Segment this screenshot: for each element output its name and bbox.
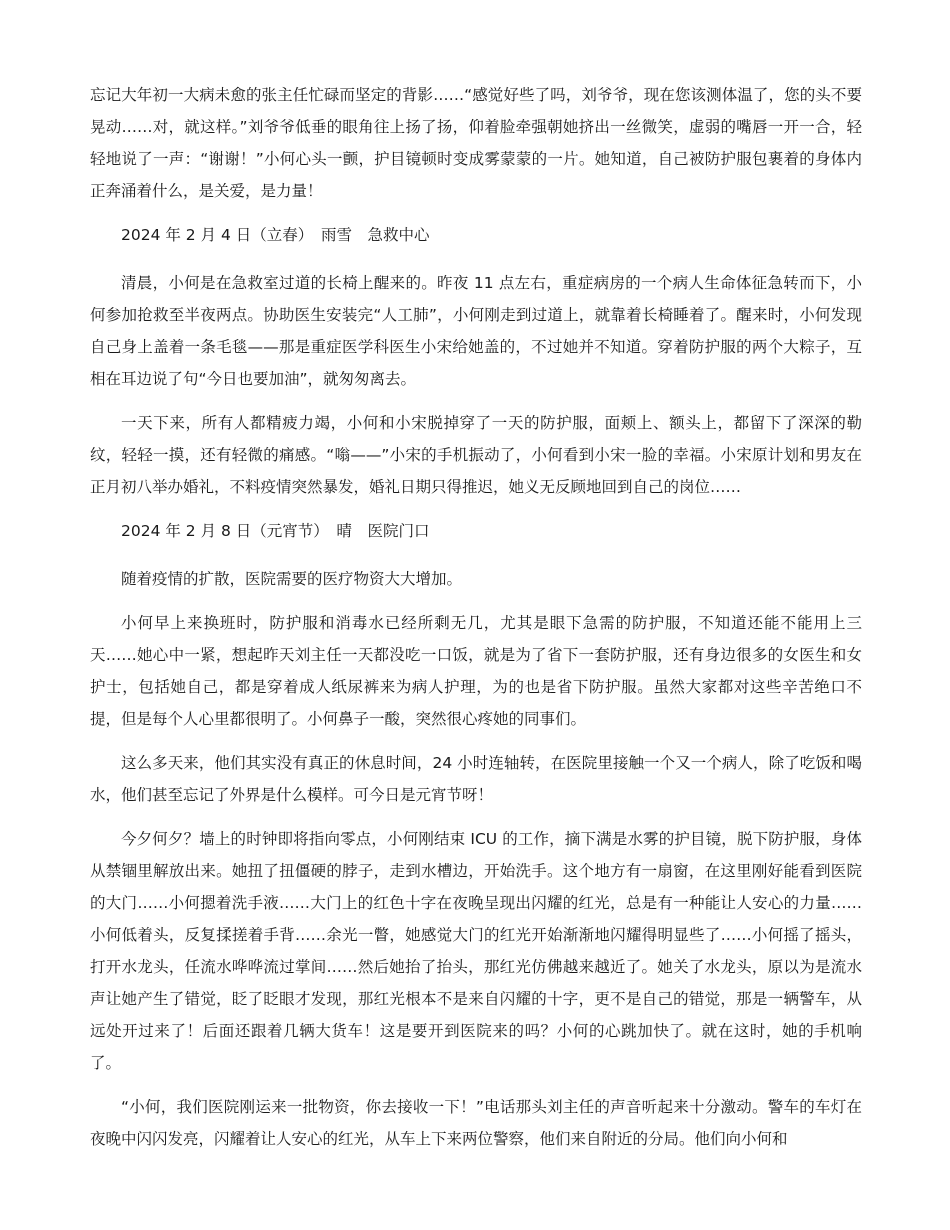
paragraph: 这么多天来，他们其实没有真正的休息时间，24 小时连轴转，在医院里接触一个又一个病人，除了吃饭和喝水，他们甚至忘记了外界是什么模样。可今日是元宵节呀！ (90, 754, 862, 804)
paragraph: 忘记大年初一大病未愈的张主任忙碌而坚定的背影……“感觉好些了吗，刘爷爷，现在您该测体温了，您的头不要晃动……对，就这样。”刘爷爷低垂的眼角往上扬了扬，仰着脸牵强朝她挤出一丝微笑，虚弱的嘴唇一开一合，轻轻地说了一声：“谢谢！”小何心头一颤，护目镜顿时变成雾蒙蒙的一片。她知道，自己被防护服包裹着的身体内正奔涌着什么，是关爱，是力量！ (90, 86, 862, 200)
paragraph: 今夕何夕？墙上的时钟即将指向零点，小何刚结束 ICU 的工作，摘下满是水雾的护目镜，脱下防护服，身体从禁锢里解放出来。她扭了扭僵硬的脖子，走到水槽边，开始洗手。这个地方有一扇窗，在这里刚好能看到医院的大门……小何摁着洗手液……大门上的红色十字在夜晚呈现出闪耀的红光，总是有一种能让人安心的力量……小何低着头，反复揉搓着手背……余光一瞥，她感觉大门的红光开始渐渐地闪耀得明显些了……小何摇了摇头，打开水龙头，任流水哗哗流过掌间……然后她抬了抬头，那红光仿佛越来越近了。她关了水龙头，原以为是流水声让她产生了错觉，眨了眨眼才发现，那红光根本不是来自闪耀的十字，更不是自己的错觉，那是一辆警车，从远处开过来了！后面还跟着几辆大货车！这是要开到医院来的吗？小何的心跳加快了。就在这时，她的手机响了。 (90, 830, 862, 1072)
document-body (90, 79, 862, 1167)
paragraph: 小何早上来换班时，防护服和消毒水已经所剩无几，尤其是眼下急需的防护服，不知道还能不能用上三天……她心中一紧，想起昨天刘主任一天都没吃一口饭，就是为了省下一套防护服，还有身边很多的女医生和女护士，包括她自己，都是穿着成人纸尿裤来为病人护理，为的也是省下防护服。虽然大家都对这些辛苦绝口不提，但是每个人心里都很明了。小何鼻子一酸，突然很心疼她的同事们。 (90, 614, 862, 728)
diary-date-heading: 2024 年 2 月 8 日（元宵节） 晴 医院门口 (121, 522, 430, 540)
paragraph: 随着疫情的扩散，医院需要的医疗物资大大增加。 (121, 570, 463, 588)
paragraph: 清晨，小何是在急救室过道的长椅上醒来的。昨夜 11 点左右，重症病房的一个病人生命体征急转而下，小何参加抢救至半夜两点。协助医生安装完“人工肺”，小何刚走到过道上，就靠着长椅睡着了。醒来时，小何发现自己身上盖着一条毛毯——那是重症医学科医生小宋给她盖的，不过她并不知道。穿着防护服的两个大粽子，互相在耳边说了句“今日也要加油”，就匆匆离去。 (90, 274, 862, 388)
diary-date-heading: 2024 年 2 月 4 日（立春） 雨雪 急救中心 (121, 226, 430, 244)
paragraph: 一天下来，所有人都精疲力竭，小何和小宋脱掉穿了一天的防护服，面颊上、额头上，都留下了深深的勒纹，轻轻一摸，还有轻微的痛感。“嗡——”小宋的手机振动了，小何看到小宋一脸的幸福。小宋原计划和男友在正月初八举办婚礼，不料疫情突然暴发，婚礼日期只得推迟，她义无反顾地回到自己的岗位…… (90, 414, 862, 496)
paragraph: “小何，我们医院刚运来一批物资，你去接收一下！”电话那头刘主任的声音听起来十分激动。警车的车灯在夜晚中闪闪发亮，闪耀着让人安心的红光，从车上下来两位警察，他们来自附近的分局。他们向小何和 (90, 1098, 862, 1148)
